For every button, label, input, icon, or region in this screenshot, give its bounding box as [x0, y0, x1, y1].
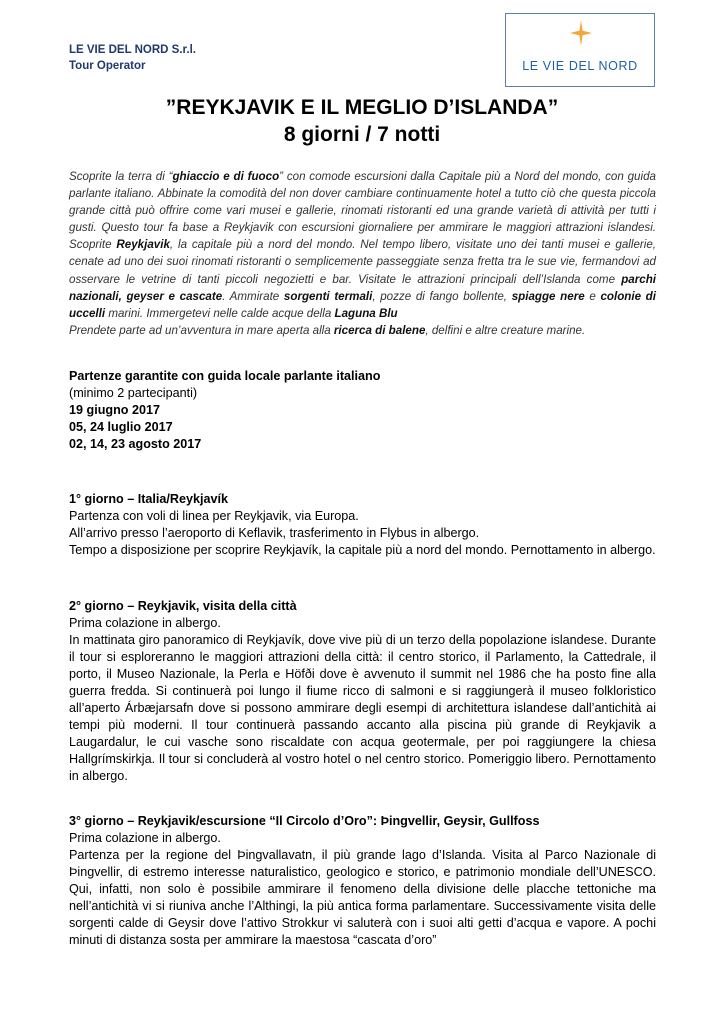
departures-section	[69, 368, 656, 453]
company-subtitle: Tour Operator	[69, 60, 146, 72]
intro-segment: , la capitale più a nord del mondo. Nel tempo libero, visitate uno dei tanti musei e gallerie, cenate ad uno dei suoi rinomati ristoranti o semplicemente passeggiate senza fretta tra le sue vie, fermandovi ad osservare le vetrine di tanti piccoli negozietti e bar. Visitate le attrazioni principali dell’Islanda come	[69, 238, 656, 286]
day-paragraph: In mattinata giro panoramico di Reykjavík, dove vive più di un terzo della popolazione islandese. Durante il tour si esploreranno le maggiori attrazioni della città: il centro storico, il Parlamento, la Cattedrale, il porto, il Museo Nazionale, la Perla e Höfði dove è avvenuto il summit nel 1986 che ha posto fine alla guerra fredda. Si continuerà poi lungo il fiume ricco di salmoni e si raggiungerà il museo folkloristico all’aperto Árbæjarsafn dove si possono ammirare degli esempi di architettura islandese dall’antichità ai tempi più moderni. Il tour continuerà passando accanto alla piscina più grande di Reykjavik a Laugardalur, le cui vasche sono riscaldate con acqua geotermale, per poi raggiungere la chiesa Hallgrímskirkja. Il tour si concluderà al vostro hotel o nel centro storico. Pomeriggio libero. Pernottamento in albergo.	[69, 633, 656, 783]
day-heading: 1° giorno – Italia/Reykjavík	[69, 492, 229, 506]
intro-highlight: Reykjavik	[116, 238, 170, 252]
day-paragraph: Tempo a disposizione per scoprire Reykjavík, la capitale più a nord del mondo. Pernottamento in albergo.	[69, 543, 656, 557]
intro-segment: Scoprite la terra di “	[69, 170, 173, 183]
intro-paragraph	[69, 168, 656, 339]
intro-highlight: Laguna Blu	[334, 306, 398, 320]
departures-note: (minimo 2 partecipanti)	[69, 386, 198, 400]
day-paragraph: Partenza per la regione del Þingvallavatn, il più grande lago d’Islanda. Visita al Parco Nazionale di Þingvellir, di estremo interesse naturalistico, geologico e storico, e patrimonio mondiale dell’UNESCO. Qui, infatti, non solo è possibile ammirare il fenomeno della divisione delle placche tettoniche ma nell’antichità vi si riuniva anche l’Althingi, la più antica forma parlamentare. Successivamente visita delle sorgenti calde di Geysir dove l’attivo Strokkur vi saluterà con i suoi alti getti d’acqua e vapore. A pochi minuti di distanza sosta per ammirare la maestosa “cascata d’oro”	[69, 848, 656, 947]
logo-text: LE VIE DEL NORD	[522, 59, 638, 73]
page-title: ”REYKJAVIK E IL MEGLIO D’ISLANDA”	[165, 96, 559, 119]
day-paragraph: All’arrivo presso l’aeroporto di Keflavik, trasferimento in Flybus in albergo.	[69, 526, 480, 540]
intro-segment: e	[584, 289, 601, 303]
intro-segment: marini. Immergetevi nelle calde acque della	[105, 306, 335, 320]
day-paragraph: Prima colazione in albergo.	[69, 616, 221, 630]
day-3-section	[69, 813, 656, 949]
page-subtitle: 8 giorni / 7 notti	[283, 123, 441, 146]
intro-highlight: spiagge nere	[511, 289, 585, 303]
intro-segment: ” con comode escursioni dalla Capitale più a Nord del mondo, con guida parlante italiano. Abbinate la comodità del non dover cambiare continuamente hotel a tutto ciò che questa piccola grande città può offrire come vari musei e gallerie, rinomati ristoranti ed una grande varietà di attività per tutti i gusti. Questo tour fa base a Reykjavik con escursioni giornaliere per ammirare le maggiori attrazioni islandesi. Scoprite	[69, 170, 656, 252]
intro-segment: , pozze di fango bollente,	[372, 289, 512, 303]
departure-date: 02, 14, 23 agosto 2017	[69, 437, 202, 451]
intro-highlight: ricerca di balene	[333, 323, 426, 337]
company-name: LE VIE DEL NORD S.r.l.	[69, 44, 196, 56]
star-icon	[570, 20, 592, 46]
intro-segment: . Ammirate	[222, 289, 284, 303]
day-2-section	[69, 598, 656, 785]
intro-segment: Prendete parte ad un’avventura in mare aperta alla	[69, 323, 334, 337]
intro-segment: , delfini e altre creature marine.	[425, 323, 586, 337]
intro-highlight: ghiaccio e di fuoco	[172, 170, 280, 183]
day-1-section	[69, 491, 656, 559]
day-heading: 2° giorno – Reykjavik, visita della città	[69, 599, 297, 613]
company-header	[69, 42, 196, 74]
intro-highlight: parchi nazionali, geyser e cascate	[69, 272, 656, 303]
day-heading: 3° giorno – Reykjavik/escursione “Il Circolo d’Oro”: Þingvellir, Geysir, Gullfoss	[69, 814, 540, 828]
departure-date: 05, 24 luglio 2017	[69, 420, 173, 434]
intro-highlight: sorgenti termali	[283, 289, 373, 303]
company-logo	[505, 13, 655, 87]
day-paragraph: Partenza con voli di linea per Reykjavik, via Europa.	[69, 509, 359, 523]
departure-date: 19 giugno 2017	[69, 403, 160, 417]
departures-heading: Partenze garantite con guida locale parlante italiano	[69, 369, 381, 383]
intro-highlight: colonie di uccelli	[69, 289, 656, 320]
day-paragraph: Prima colazione in albergo.	[69, 831, 221, 845]
